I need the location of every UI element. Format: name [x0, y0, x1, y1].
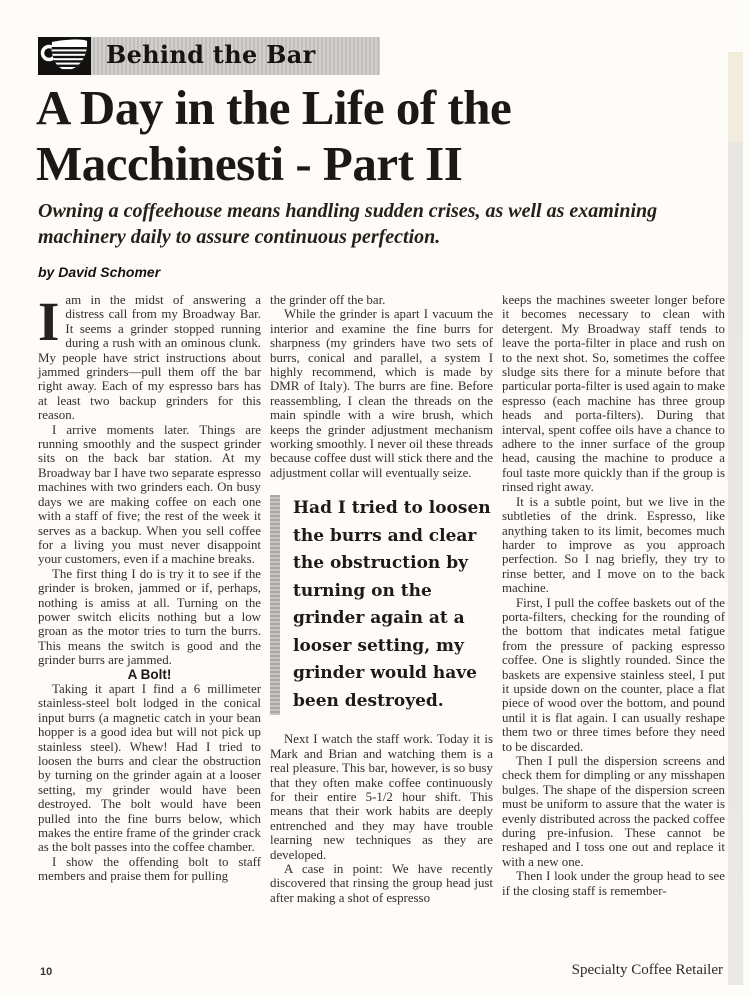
paragraph: I show the offending bolt to staff members and praise them for pulling — [38, 854, 261, 884]
paragraph: A case in point: We have recently discovered that rinsing the group head just after making a shot of espresso — [270, 861, 493, 905]
page-number: 10 — [40, 966, 53, 978]
paragraph — [38, 293, 261, 423]
article-title — [36, 80, 716, 192]
paragraph: Next I watch the staff work. Today it is Mark and Brian and watching them is a real pleasure. This bar, however, is so busy that they often make coffee continuously for their entire 5-1/2 hour shift. This means that their work habits are deeply entrenched and they may have trouble learning new techniques as they are developed. — [270, 732, 493, 862]
paragraph: I arrive moments later. Things are running smoothly and the suspect grinder sits on the back bar station. At my Broadway bar I have two separate espresso machines with two grinders each. On busy days we are making coffee on each one with a staff of five; the rest of the week it serves as a backup. When you sell coffee for a living you must never disappoint your customers, even if a machine breaks. — [38, 422, 261, 567]
article-body — [38, 293, 725, 905]
section-heading: A Bolt! — [127, 666, 172, 682]
column-1 — [38, 293, 261, 905]
paragraph: The first thing I do is try it to see if the grinder is broken, jammed or if, perhaps, nothing is amiss at all. Turning on the power switch elicits nothing but a low groan as the motor tries to turn the burrs. This means the switch is good and the grinder burrs are jammed. — [38, 566, 261, 668]
paragraph: keeps the machines sweeter longer before it becomes necessary to clean with detergent. My Broadway staff tends to leave the porta-filter in place and rush on to the next shot. So, sometimes the coffee sludge sits there for a minute before that particular porta-filter is used again to make espresso (each machine has three group heads and porta-filters). During that interval, spent coffee oils have a chance to adhere to the inner surface of the group head, causing the machine to produce a foul taste more quickly than if the group is rinsed right away. — [502, 293, 725, 495]
column-3 — [502, 293, 725, 905]
paragraph: Then I look under the group head to see if the closing staff is remember- — [502, 869, 725, 898]
page-edge-bleed — [728, 52, 743, 142]
paragraph: Then I pull the dispersion screens and check them for dimpling or any misshapen bulges. The shape of the dispersion screen must be uniform to assure that the water is evenly distributed across the packed coffee during pre-infusion. These cannot be reshaped and I toss one out and replace it with a new one. — [502, 754, 725, 869]
article-title-line1: A Day in the Life of the — [36, 80, 512, 135]
publication-name: Specialty Coffee Retailer — [571, 962, 723, 978]
paragraph: Taking it apart I find a 6 millimeter stainless-steel bolt lodged in the conical input burrs (a magnetic catch in your bean hopper is a good idea but will not pick up stainless steel). Whew! Had I tried to loosen the burrs and clear the obstruction by turning on the grinder again at a looser setting, my grinder would have been destroyed. The bolt would have been pulled into the fine burrs below, which makes the entire frame of the grinder crack as the bolt passes into the coffee chamber. — [38, 681, 261, 855]
article-subtitle: Owning a coffeehouse means handling sudden crises, as well as examining machinery daily to assure continuous perfection. — [38, 200, 658, 248]
byline: by David Schomer — [38, 264, 161, 280]
banner-strip — [91, 37, 380, 75]
page-edge-shadow — [728, 142, 743, 985]
article-title-line2: Macchinesti - Part II — [36, 136, 463, 191]
banner-label: Behind the Bar — [106, 40, 316, 69]
coffee-cup-icon — [38, 37, 91, 75]
pull-quote-text: Had I tried to loosen the burrs and clear the obstruction by turning on the grinder again at a looser setting, my grinder would have been destroyed. — [293, 498, 491, 711]
paragraph: While the grinder is apart I vacuum the interior and examine the fine burrs for sharpness (my grinders have two sets of burrs, conical and parallel, a system I highly recommend, which is made by DMR of Italy). The burrs are fine. Before reassembling, I clean the threads on the main spindle with a wire brush, which keeps the grinder adjustment mechanism working smoothly. I never oil these threads because coffee dust will stick there and the adjustment collar will eventually seize. — [270, 307, 493, 480]
pull-quote — [270, 495, 493, 715]
pull-quote-bar — [270, 495, 280, 715]
paragraph: It is a subtle point, but we live in the subtleties of the drink. Espresso, like anything taken to its limit, becomes much harder to improve as you approach perfection. So I nag briefly, they try to rinse better, and I move on to the back machine. — [502, 494, 725, 596]
paragraph: the grinder off the bar. — [270, 293, 386, 307]
drop-cap: I — [38, 291, 60, 352]
paragraph-text: am in the midst of answering a distress call from my Broadway Bar. It seems a grinder stopped running during a rush with an ominous clunk. My people have strict instructions about jammed grinders—pull them off the bar right away. Each of my espresso bars has at least two backup grinders for this reason. — [38, 293, 261, 423]
paragraph: First, I pull the coffee baskets out of the porta-filters, checking for the rounding of the bottom that indicates metal fatigue from the pressure of packing espresso coffee. One is slightly rounded. Since the baskets are expensive stainless steel, I put it upside down on the counter, place a flat piece of wood over the bottom, and pound until it is flat again. I can usually reshape them two or three times before they need to be discarded. — [502, 595, 725, 754]
column-2 — [270, 293, 493, 905]
section-banner — [38, 37, 380, 75]
